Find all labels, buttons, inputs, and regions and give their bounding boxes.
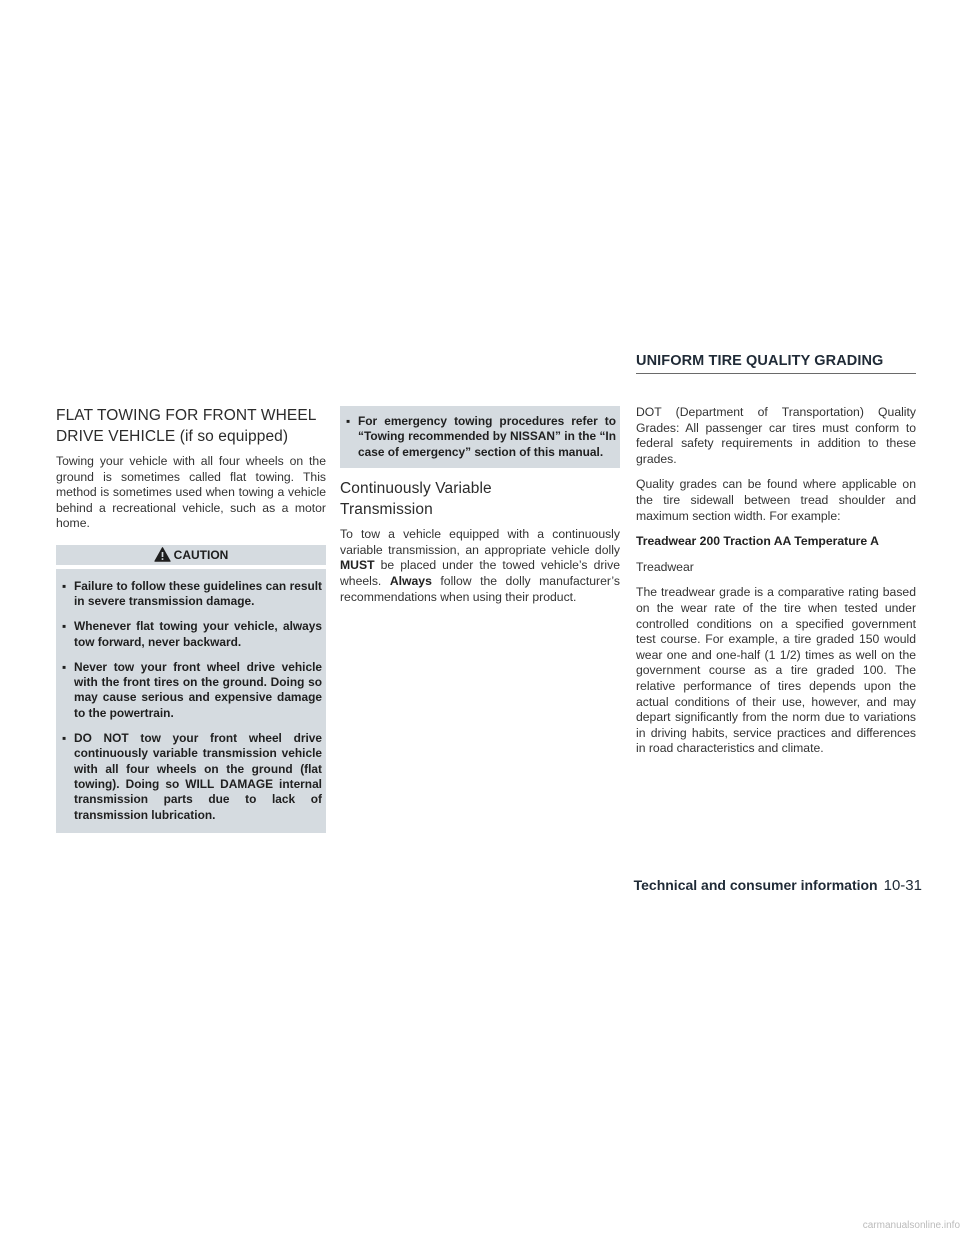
section-header: UNIFORM TIRE QUALITY GRADING [636,353,884,369]
caution-header [56,545,326,565]
page-footer [562,877,922,894]
section-divider [636,373,916,374]
caution-label: CAUTION [173,547,229,562]
grades-location-paragraph: Quality grades can be found where applicable on the tire sidewall between tread shoulder and maximum section width. For example: [636,477,916,523]
bullet: ▪ [62,659,67,674]
grade-example [636,534,916,550]
middle-column [340,406,620,615]
treadwear-paragraph: The treadwear grade is a comparative rating based on the wear rate of the tire when tested under controlled conditions on a specified government test course. For example, a tire graded 150 would wear one and one-half (1 1/2) times as well on the government course as a tire graded 100. The relative performance of tires depends upon the actual conditions of their use, however, and may depart significantly from the norm due to variations in driving habits, service practices and differences in road characteristics and climate. [636,585,916,756]
caution-item [60,619,322,650]
bullet: ▪ [62,619,67,634]
caution-item [60,731,322,823]
caution-list [60,579,322,823]
cvt-heading-line2: Transmission [340,501,433,519]
page-number: 10-31 [883,877,922,894]
caution-item-text: DO NOT tow your front wheel drive continuously variable transmission vehicle with all four wheels on the ground (flat towing). Doing so WILL DAMAGE internal transmission parts due to lack of transmission lubrication. [74,730,322,822]
bullet: ▪ [62,578,67,593]
cvt-paragraph [340,527,620,605]
emergency-towing-note [340,406,620,468]
treadwear-label: Treadwear [636,559,694,574]
caution-item-text: Failure to follow these guidelines can result in severe transmission damage. [74,578,322,609]
note-list [344,414,616,460]
watermark: carmanualsonline.info [862,1220,960,1231]
footer-title: Technical and consumer information [633,877,878,893]
caution-box [56,569,326,833]
flat-towing-heading-line1: FLAT TOWING FOR FRONT WHEEL [56,407,317,424]
caution-item [60,579,322,610]
caution-item-text: Never tow your front wheel drive vehicle with the front tires on the ground. Doing so may cause serious and expensive damage to the powertrain. [74,659,322,720]
cvt-heading [340,478,620,520]
flat-towing-heading [56,405,326,447]
flat-towing-heading-line2: DRIVE VEHICLE (if so equipped) [56,428,289,445]
cvt-bold-always: Always [389,574,432,588]
right-column [636,405,916,767]
left-column [56,405,326,833]
caution-item [60,660,322,722]
caution-item-text: Whenever flat towing your vehicle, always tow forward, never backward. [74,619,322,649]
bullet: ▪ [346,414,351,428]
warning-triangle-icon [154,547,171,562]
cvt-text-1: To tow a vehicle equipped with a continuously variable transmission, an appropriate vehicle dolly [340,527,620,557]
cvt-heading-line1: Continuously Variable [340,480,492,498]
cvt-text-3: follow the dolly manufacturer’s recommendations when using their product. [340,574,620,604]
note-item-text: For emergency towing procedures refer to “Towing recommended by NISSAN” in the “In case of emergency” section of this manual. [358,414,616,459]
flat-towing-intro: Towing your vehicle with all four wheels on the ground is sometimes called flat towing. This method is sometimes used when towing a vehicle behind a recreational vehicle, such as a motor home. [56,454,326,531]
quality-grades-paragraph: DOT (Department of Transportation) Quality Grades: All passenger car tires must conform to federal safety requirements in addition to these grades. [636,405,916,466]
note-item [344,414,616,460]
grade-example-bold: Treadwear 200 Traction AA Temperature A [636,534,879,549]
bullet: ▪ [62,730,67,745]
cvt-text-2: be placed under the towed vehicle’s drive wheels. [340,558,620,588]
cvt-bold-must: MUST [340,558,375,573]
